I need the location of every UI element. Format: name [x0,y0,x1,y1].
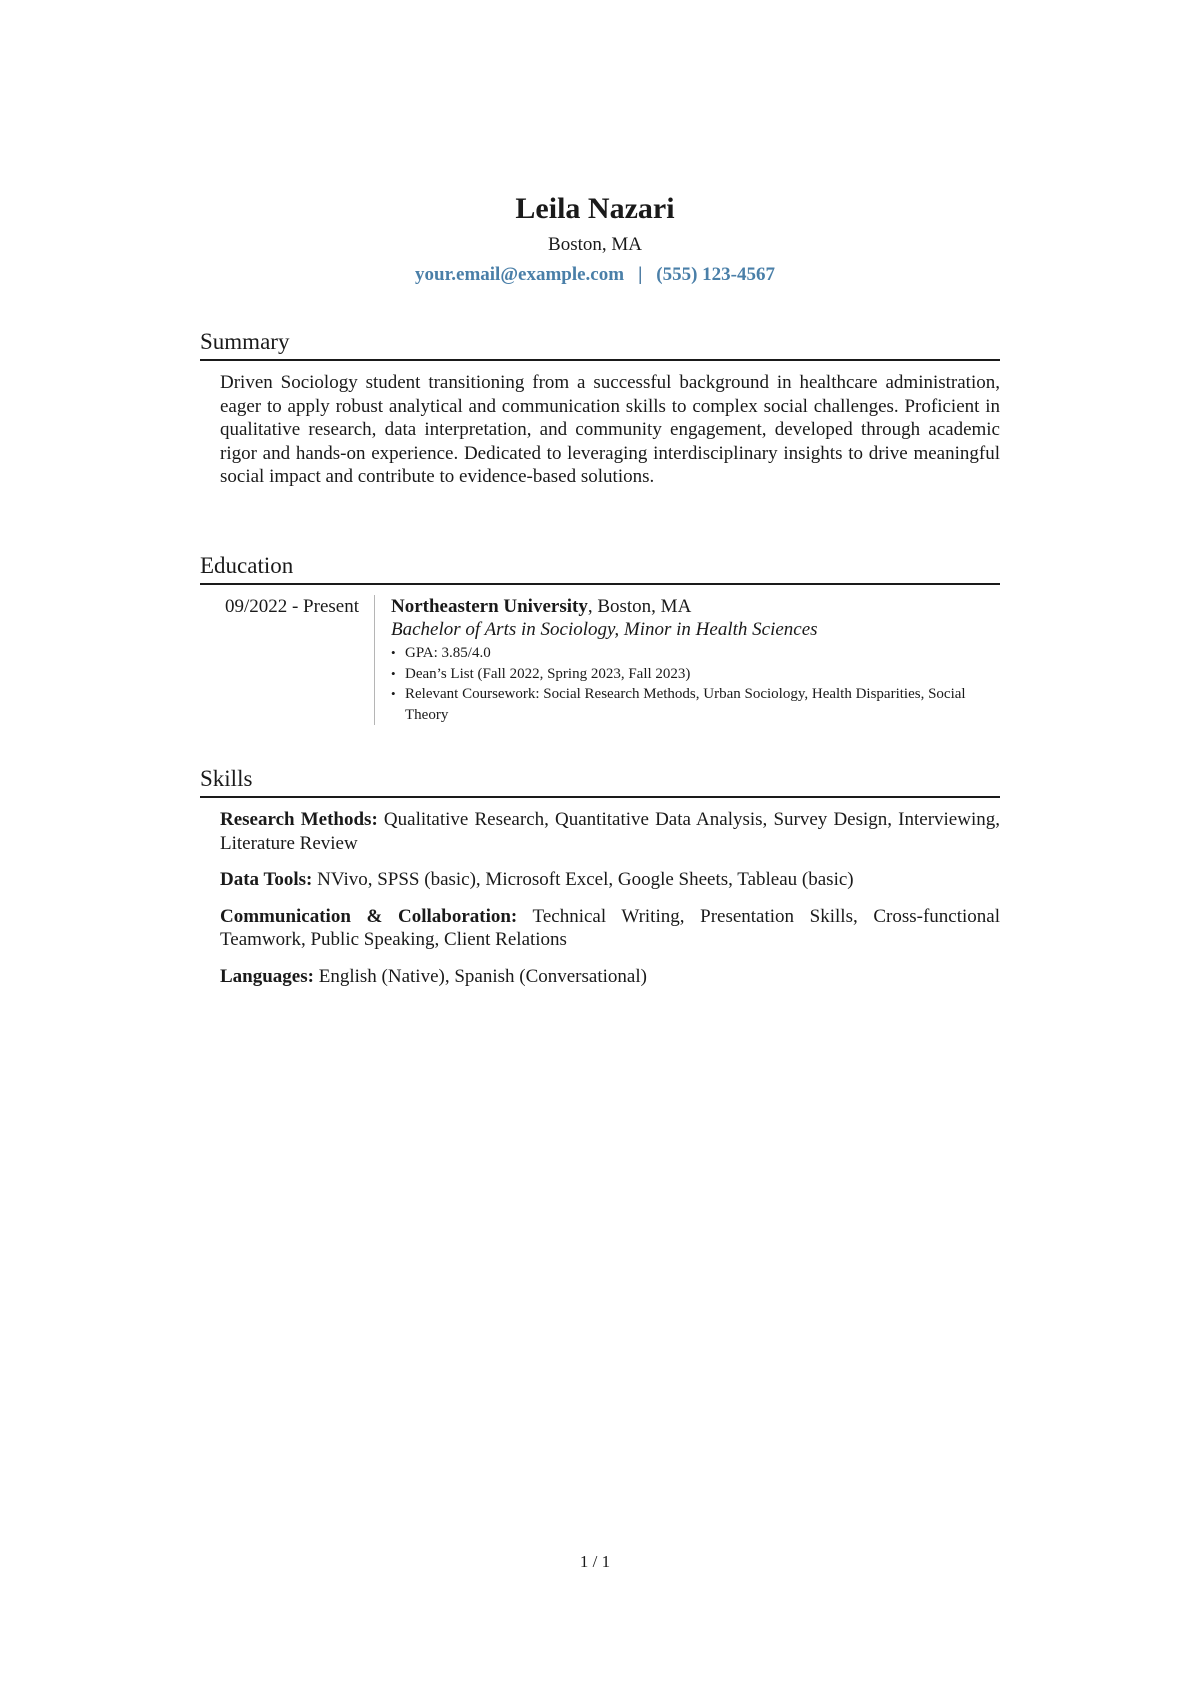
page-indicator: 1 / 1 [579,1552,611,1571]
summary-text: Driven Sociology student transitioning from a successful background in healthcare administration, eager to apply robust analytical and communication skills to complex social challenges. Proficient in qualitative research, data interpretation, and community engagement, developed through academic rigor and hands-on experience. Dedicated to leveraging interdisciplinary insights to drive meaningful social impact and contribute to evidence-based solutions. [220,372,1000,487]
list-item: • GPA: 3.85/4.0 [391,643,1000,664]
education-highlights [391,643,1000,725]
skill-row-data-tools [220,868,1000,892]
summary-body [200,371,1000,489]
skill-value: English (Native), Spanish (Conversational) [313,965,647,987]
education-dates: 09/2022 - Present [200,595,375,725]
institution-name: Northeastern University [391,596,588,617]
skill-value: Qualitative Research, Quantitative Data Analysis, Survey Design, Interviewing, Literature Review [220,809,1000,854]
education-entry [200,595,1000,725]
skill-row-communication [220,905,1000,952]
candidate-location: Boston, MA [548,234,642,255]
summary-section [200,327,1000,489]
contact-separator: | [638,264,643,285]
skills-body [200,808,1000,988]
resume-header [0,190,1190,288]
degree-title: Bachelor of Arts in Sociology, Minor in Health Sciences [391,619,818,640]
list-item: • Relevant Coursework: Social Research Methods, Urban Sociology, Health Disparities, Social Theory [391,684,1000,725]
skill-label: Communication & Collaboration: [220,905,518,927]
section-title-skills: Skills [200,764,1000,798]
phone-link[interactable]: (555) 123-4567 [656,264,775,285]
section-title-summary: Summary [200,327,1000,361]
list-item: • Dean’s List (Fall 2022, Spring 2023, Fall 2023) [391,664,1000,685]
education-section [200,551,1000,725]
institution-location: , Boston, MA [587,596,692,617]
skill-label: Data Tools: [220,869,313,890]
email-link[interactable]: your.email@example.com [415,264,625,285]
skills-section [200,764,1000,1001]
skill-label: Research Methods: [220,809,378,830]
skill-value: Technical Writing, Presentation Skills, Cross-functional Teamwork, Public Speaking, Client Relations [220,905,1000,950]
candidate-name: Leila Nazari [515,192,675,225]
section-title-education: Education [200,551,1000,585]
skill-row-languages [220,965,1000,989]
skill-row-research-methods [220,808,1000,855]
contact-line [0,262,1190,288]
education-institution-line [391,595,1000,618]
skill-label: Languages: [220,965,314,987]
education-details [375,595,1000,725]
skill-value: NVivo, SPSS (basic), Microsoft Excel, Google Sheets, Tableau (basic) [312,869,854,890]
